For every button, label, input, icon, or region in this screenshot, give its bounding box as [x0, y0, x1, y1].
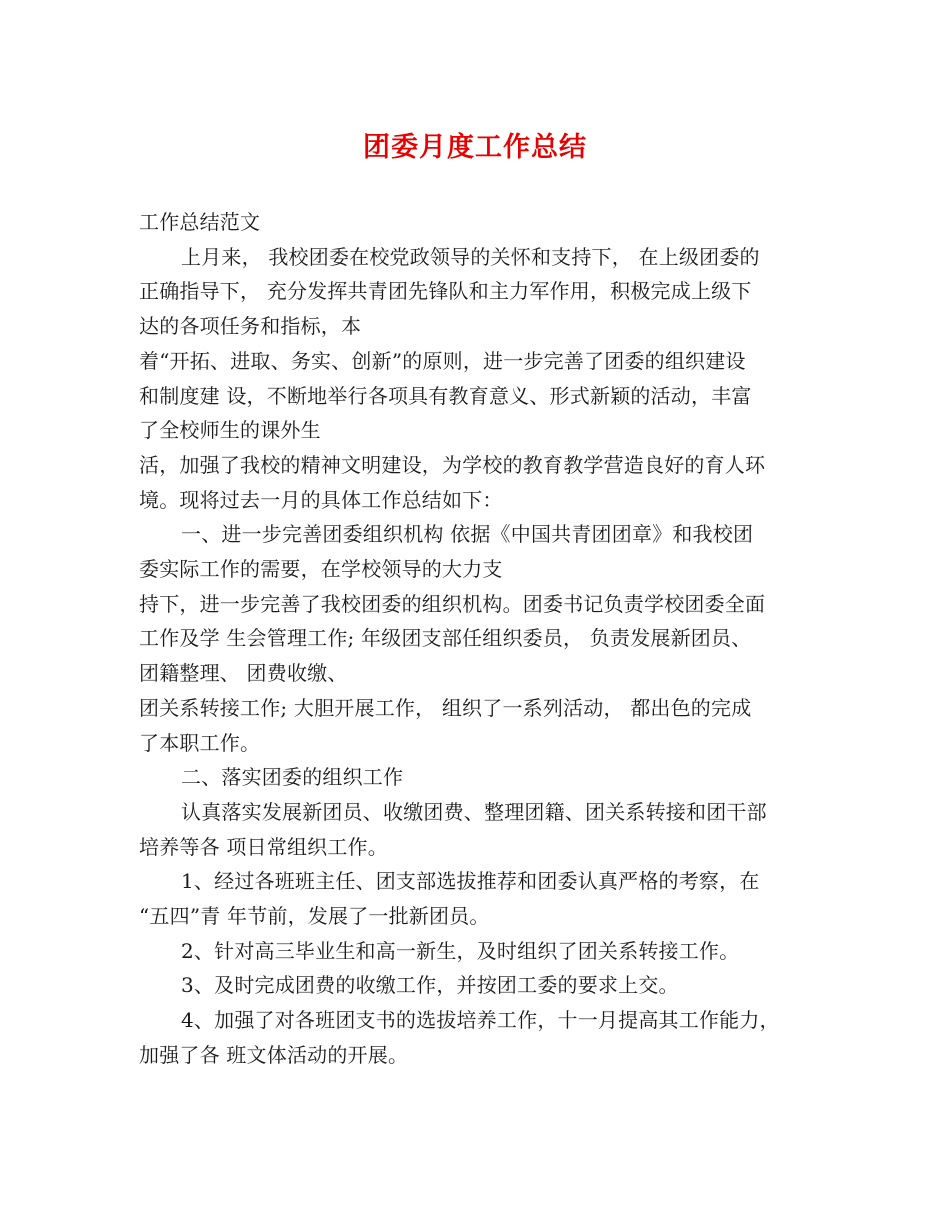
body-line: 培养等各 项日常组织工作。 [139, 834, 388, 859]
body-line: 1、经过各班班主任、团支部选拔推荐和团委认真严格的考察，在 [181, 869, 760, 894]
body-line: 团籍整理、 团费收缴、 [139, 661, 348, 686]
body-line: 认真落实发展新团员、收缴团费、整理团籍、团关系转接和团干部 [181, 799, 767, 824]
body-line: 二、落实团委的组织工作 [181, 765, 404, 790]
body-line: 持下，进一步完善了我校团委的组织机构。团委书记负责学校团委全面 [139, 591, 766, 616]
body-line: 工作及学 生会管理工作; 年级团支部任组织委员， 负责发展新团员、 [139, 626, 752, 651]
document-title: 团委月度工作总结 [363, 132, 587, 163]
body-line: 着“开拓、进取、务实、创新”的原则，进一步完善了团委的组织建设 [139, 348, 746, 373]
body-line: 3、及时完成团费的收缴工作，并按团工委的要求上交。 [181, 973, 679, 998]
body-line: 加强了各 班文体活动的开展。 [139, 1042, 409, 1067]
body-line: 了本职工作。 [139, 730, 261, 755]
body-line: 活，加强了我校的精神文明建设，为学校的教育教学营造良好的育人环 [139, 452, 766, 477]
body-line: 和制度建 设，不断地举行各项具有教育意义、形式新颖的活动，丰富 [139, 383, 752, 408]
body-line: 4、加强了对各班团支书的选拔培养工作，十一月提高其工作能力， [181, 1008, 780, 1033]
body-line: 了全校师生的课外生 [139, 418, 321, 443]
body-line: 境。现将过去一月的具体工作总结如下： [139, 487, 503, 512]
body-line: “五四”青 年节前，发展了一批新团员。 [139, 904, 490, 929]
body-line: 正确指导下， 充分发挥共青团先锋队和主力军作用，积极完成上级下 [139, 279, 752, 304]
body-line: 团关系转接工作; 大胆开展工作， 组织了一系列活动， 都出色的完成 [139, 695, 752, 720]
body-line: 一、进一步完善团委组织机构 依据《中国共青团团章》和我校团 [181, 522, 754, 547]
body-line: 2、针对高三毕业生和高一新生，及时组织了团关系转接工作。 [181, 938, 740, 963]
body-line: 工作总结范文 [139, 210, 261, 234]
body-line: 上月来， 我校团委在校党政领导的关怀和支持下， 在上级团委的 [181, 244, 760, 269]
body-line: 达的各项任务和指标，本 [139, 314, 362, 339]
document-body [139, 205, 821, 1073]
body-line: 委实际工作的需要，在学校领导的大力支 [139, 557, 503, 582]
